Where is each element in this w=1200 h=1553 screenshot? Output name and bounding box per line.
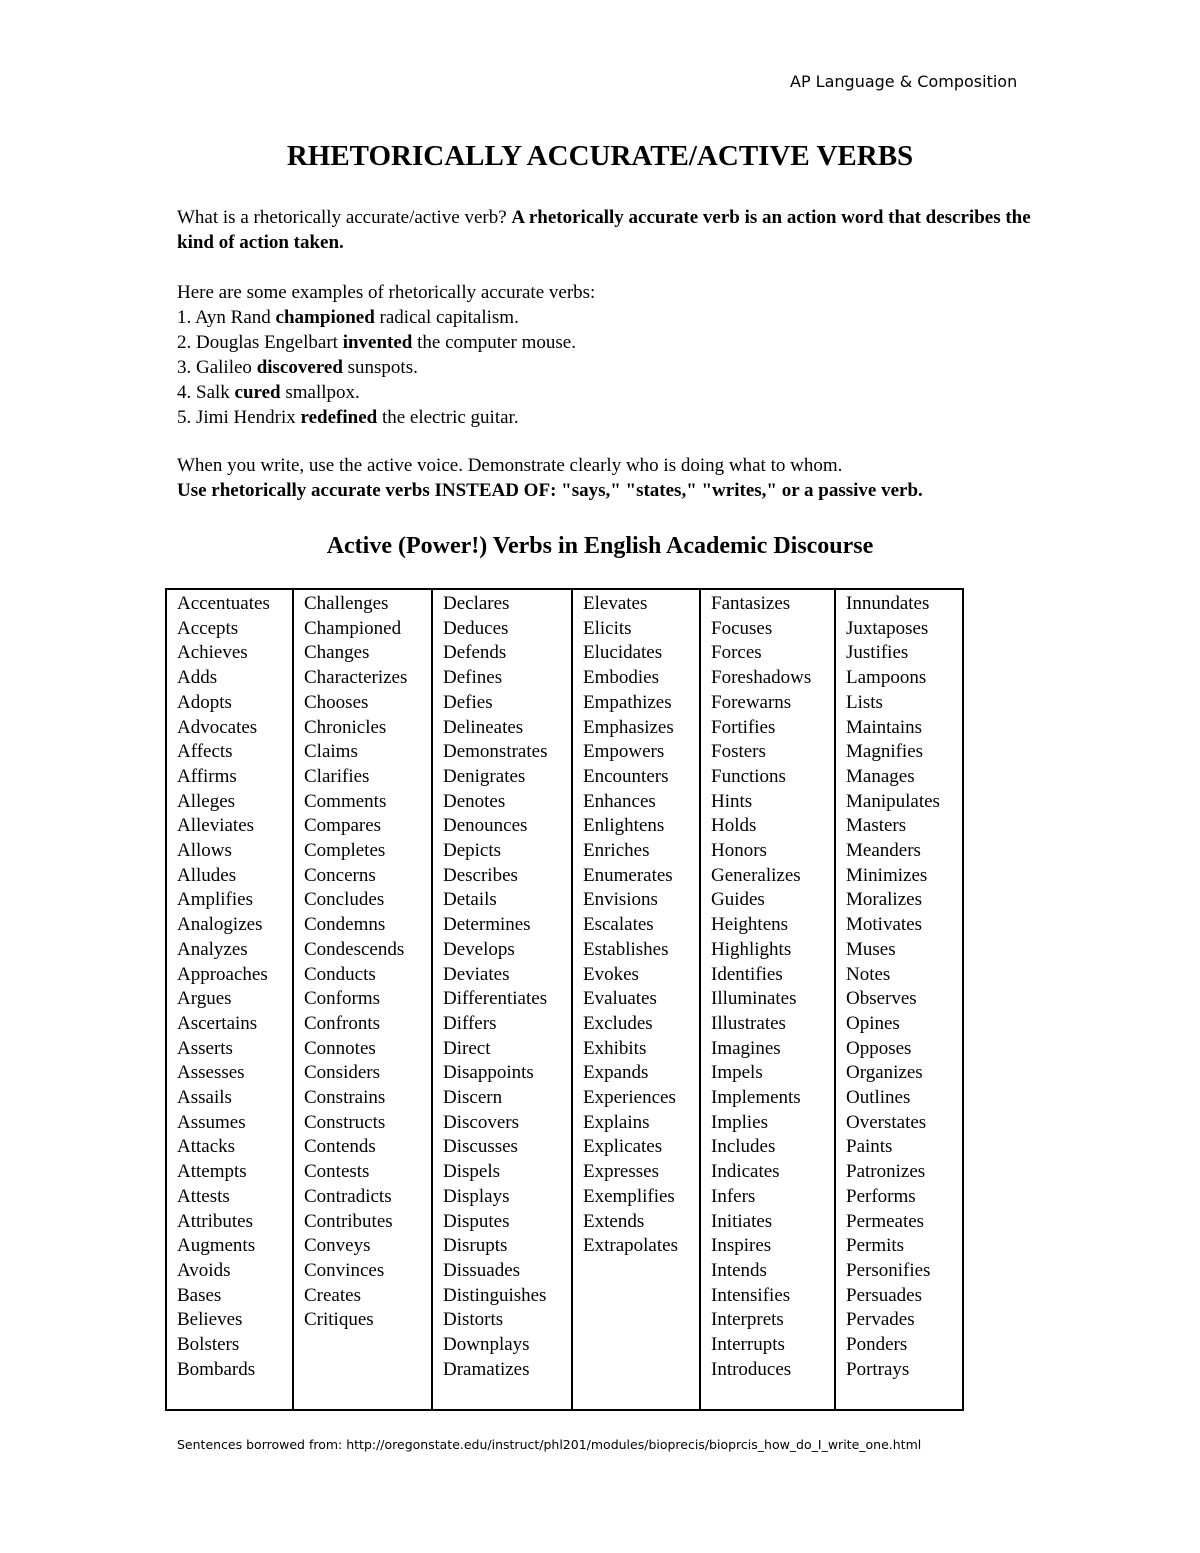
verb-item: Assesses [177,1062,245,1084]
verb-item: Manipulates [846,790,940,812]
verb-item: Denotes [443,790,506,812]
verb-item: Minimizes [846,864,928,886]
verb-item: Observes [846,988,917,1010]
verb-item: Empathizes [583,691,672,713]
verb-item: Convinces [304,1259,385,1281]
verb-item: Connotes [304,1037,376,1059]
verb-item: Advocates [177,716,258,738]
verb-item: Indicates [711,1161,780,1183]
verb-item: Ponders [846,1334,908,1356]
definition-paragraph [177,205,1037,255]
verb-item: Bombards [177,1358,256,1380]
verb-item: Augments [177,1235,256,1257]
example-text: smallpox. [280,382,360,403]
verb-item: Manages [846,765,915,787]
example-text: 3. Galileo [177,357,257,378]
verb-item: Highlights [711,938,792,960]
verb-item: Includes [711,1136,776,1158]
verb-item: Distinguishes [443,1284,547,1306]
verb-item: Motivates [846,914,922,936]
verb-item: Muses [846,938,896,960]
verb-item: Comments [304,790,387,812]
verb-item: Alleges [177,790,236,812]
verb-item: Implements [711,1087,801,1109]
verb-item: Honors [711,840,767,862]
verb-item: Moralizes [846,889,922,911]
verb-item: Portrays [846,1358,910,1380]
verb-item: Challenges [304,593,389,614]
verb-item: Approaches [177,963,268,985]
verb-item: Encounters [583,765,669,787]
verb-item: Evokes [583,963,639,985]
verb-item: Deduces [443,617,509,639]
verb-item: Affirms [177,765,237,787]
verb-item: Fosters [711,741,766,763]
verb-item: Establishes [583,938,669,960]
verb-item: Illuminates [711,988,797,1010]
verb-item: Enriches [583,840,650,862]
verb-item: Delineates [443,716,524,738]
verb-item: Argues [177,988,232,1010]
verb-item: Functions [711,765,786,787]
verb-item: Empowers [583,741,665,763]
example-text: 1. Ayn Rand [177,307,276,328]
verb-item: Attributes [177,1210,253,1232]
verb-item: Condescends [304,938,405,960]
verb-item: Accepts [177,617,239,639]
course-header: AP Language & Composition [790,72,1018,91]
verb-item: Chronicles [304,716,387,738]
verb-item: Develops [443,938,515,960]
verb-item: Magnifies [846,741,924,763]
verb-column-5 [701,590,836,1409]
verb-column-1 [167,590,294,1409]
verb-item: Believes [177,1309,243,1331]
verb-item: Forces [711,642,762,664]
examples-section [177,280,1037,430]
verb-item: Defines [443,667,503,689]
verb-item: Conveys [304,1235,371,1257]
verb-item: Ascertains [177,1012,258,1034]
verb-item: Avoids [177,1259,231,1281]
verb-item: Direct [443,1037,491,1059]
verb-item: Escalates [583,914,654,936]
verb-item: Critiques [304,1309,374,1331]
verb-item: Experiences [583,1087,676,1109]
verb-item: Confronts [304,1012,380,1034]
example-verb: cured [234,382,281,403]
example-text: radical capitalism. [374,307,519,328]
verb-item: Introduces [711,1358,792,1380]
verb-item: Alleviates [177,815,255,837]
verb-item: Foreshadows [711,667,812,689]
verb-item: Differs [443,1012,497,1034]
verb-item: Attempts [177,1161,247,1183]
page-title: RHETORICALLY ACCURATE/ACTIVE VERBS [286,140,914,172]
verb-item: Downplays [443,1334,530,1356]
verb-item: Holds [711,815,757,837]
verb-item: Elevates [583,593,648,614]
verb-item: Expands [583,1062,649,1084]
examples-list [177,305,1037,430]
example-item [177,330,1037,355]
verb-item: Permits [846,1235,905,1257]
verb-item: Justifies [846,642,909,664]
verb-item: Contests [304,1161,370,1183]
verb-item: Personifies [846,1259,931,1281]
verb-item: Extrapolates [583,1235,678,1257]
verb-item: Describes [443,864,518,886]
verb-item: Completes [304,840,386,862]
verb-item: Heightens [711,914,789,936]
verb-item: Exemplifies [583,1185,675,1207]
verb-item: Fantasizes [711,593,791,614]
verb-item: Paints [846,1136,893,1158]
verb-item: Patronizes [846,1161,926,1183]
verb-item: Deviates [443,963,510,985]
example-text: 2. Douglas Engelbart [177,332,343,353]
verb-item: Interrupts [711,1334,785,1356]
example-item [177,405,1037,430]
verb-item: Masters [846,815,907,837]
verb-item: Initiates [711,1210,773,1232]
verb-item: Championed [304,617,402,639]
verb-column-6 [836,590,962,1409]
verb-item: Achieves [177,642,248,664]
verb-item: Claims [304,741,358,763]
verb-item: Excludes [583,1012,653,1034]
verb-item: Constructs [304,1111,386,1133]
verb-item: Illustrates [711,1012,786,1034]
verb-item: Clarifies [304,765,370,787]
examples-lead: Here are some examples of rhetorically accurate verbs: [177,282,596,303]
verb-item: Details [443,889,497,911]
verb-item: Opposes [846,1037,912,1059]
advice-line-1: When you write, use the active voice. Demonstrate clearly who is doing what to whom. [177,455,843,476]
verb-item: Defies [443,691,493,713]
definition-question: What is a rhetorically accurate/active verb? [177,207,512,228]
definition-answer: A rhetorically accurate verb is an action word that describes the kind of action taken. [177,207,1031,253]
verb-item: Allows [177,840,232,862]
verb-item: Outlines [846,1087,911,1109]
verb-item: Elucidates [583,642,663,664]
example-verb: invented [342,332,413,353]
verb-item: Accentuates [177,593,270,614]
verb-item: Enhances [583,790,656,812]
verb-item: Affects [177,741,233,763]
verb-item: Concerns [304,864,376,886]
source-footer: Sentences borrowed from: http://oregonstate.edu/instruct/phl201/modules/bioprecis/bioprcis_how_do_I_write_one.html [177,1437,922,1452]
verb-item: Innundates [846,593,930,614]
verb-item: Dramatizes [443,1358,530,1380]
verb-item: Conducts [304,963,376,985]
verb-item: Attests [177,1185,230,1207]
verb-item: Intends [711,1259,767,1281]
verb-item: Discern [443,1087,503,1109]
verb-item: Creates [304,1284,361,1306]
example-text: the computer mouse. [412,332,576,353]
verb-item: Analogizes [177,914,263,936]
verb-item: Bolsters [177,1334,240,1356]
verb-item: Impels [711,1062,763,1084]
verb-item: Meanders [846,840,921,862]
verb-item: Disrupts [443,1235,508,1257]
table-title: Active (Power!) Verbs in English Academic Discourse [326,533,874,559]
verb-item: Analyzes [177,938,248,960]
verb-item: Intensifies [711,1284,791,1306]
verb-item: Expresses [583,1161,659,1183]
verb-item: Emphasizes [583,716,674,738]
verb-item: Discovers [443,1111,519,1133]
verb-column-2 [294,590,433,1409]
verb-item: Lists [846,691,883,713]
verb-item: Constrains [304,1087,386,1109]
verb-item: Explains [583,1111,650,1133]
verb-item: Amplifies [177,889,253,911]
verb-item: Envisions [583,889,658,911]
verb-item: Juxtaposes [846,617,929,639]
verb-item: Assails [177,1087,232,1109]
verb-item: Generalizes [711,864,801,886]
verb-item: Changes [304,642,370,664]
verb-column-4 [573,590,701,1409]
verb-item: Denounces [443,815,528,837]
example-item [177,305,1037,330]
verb-item: Adopts [177,691,232,713]
verb-item: Embodies [583,667,659,689]
example-text: 4. Salk [177,382,235,403]
verb-item: Displays [443,1185,510,1207]
verb-column-3 [433,590,573,1409]
verb-item: Elicits [583,617,632,639]
verb-item: Explicates [583,1136,663,1158]
verb-item: Disputes [443,1210,510,1232]
example-text: sunspots. [342,357,418,378]
verb-item: Demonstrates [443,741,548,763]
verb-item: Depicts [443,840,502,862]
example-item [177,355,1037,380]
verb-item: Adds [177,667,218,689]
verb-item: Determines [443,914,531,936]
verb-item: Pervades [846,1309,915,1331]
verb-item: Maintains [846,716,922,738]
verb-item: Hints [711,790,753,812]
verb-item: Denigrates [443,765,526,787]
verb-item: Forewarns [711,691,792,713]
verb-item: Compares [304,815,382,837]
example-verb: redefined [300,407,378,428]
verb-item: Declares [443,593,510,614]
verb-item: Alludes [177,864,237,886]
verb-item: Focuses [711,617,773,639]
verb-item: Bases [177,1284,222,1306]
verb-item: Extends [583,1210,645,1232]
verb-item: Attacks [177,1136,236,1158]
verb-item: Characterizes [304,667,408,689]
verb-item: Conforms [304,988,380,1010]
verb-item: Inspires [711,1235,772,1257]
verb-item: Discusses [443,1136,518,1158]
advice-line-2: Use rhetorically accurate verbs INSTEAD OF: "says," "states," "writes," or a passive verb. [177,480,923,501]
verb-item: Differentiates [443,988,548,1010]
verb-item: Evaluates [583,988,657,1010]
verb-item: Lampoons [846,667,927,689]
example-text: the electric guitar. [377,407,519,428]
verb-item: Persuades [846,1284,922,1306]
verb-table [165,588,964,1411]
verb-item: Contributes [304,1210,393,1232]
verb-item: Interprets [711,1309,784,1331]
example-verb: discovered [256,357,343,378]
verb-item: Considers [304,1062,380,1084]
verb-item: Asserts [177,1037,233,1059]
example-text: 5. Jimi Hendrix [177,407,301,428]
verb-item: Disappoints [443,1062,534,1084]
verb-item: Infers [711,1185,756,1207]
verb-item: Opines [846,1012,900,1034]
verb-item: Overstates [846,1111,927,1133]
verb-item: Organizes [846,1062,923,1084]
example-verb: championed [275,307,375,328]
verb-item: Imagines [711,1037,781,1059]
verb-item: Dissuades [443,1259,521,1281]
verb-item: Fortifies [711,716,776,738]
verb-item: Chooses [304,691,369,713]
verb-item: Distorts [443,1309,504,1331]
verb-item: Concludes [304,889,385,911]
verb-item: Contradicts [304,1185,392,1207]
verb-item: Identifies [711,963,783,985]
verb-item: Permeates [846,1210,925,1232]
verb-item: Defends [443,642,507,664]
verb-item: Dispels [443,1161,500,1183]
verb-item: Implies [711,1111,768,1133]
verb-item: Contends [304,1136,376,1158]
advice-section [177,453,1037,503]
verb-item: Exhibits [583,1037,647,1059]
verb-item: Assumes [177,1111,246,1133]
verb-item: Enumerates [583,864,673,886]
verb-item: Guides [711,889,765,911]
example-item [177,380,1037,405]
verb-item: Enlightens [583,815,665,837]
verb-item: Performs [846,1185,916,1207]
verb-item: Notes [846,963,891,985]
verb-item: Condemns [304,914,386,936]
